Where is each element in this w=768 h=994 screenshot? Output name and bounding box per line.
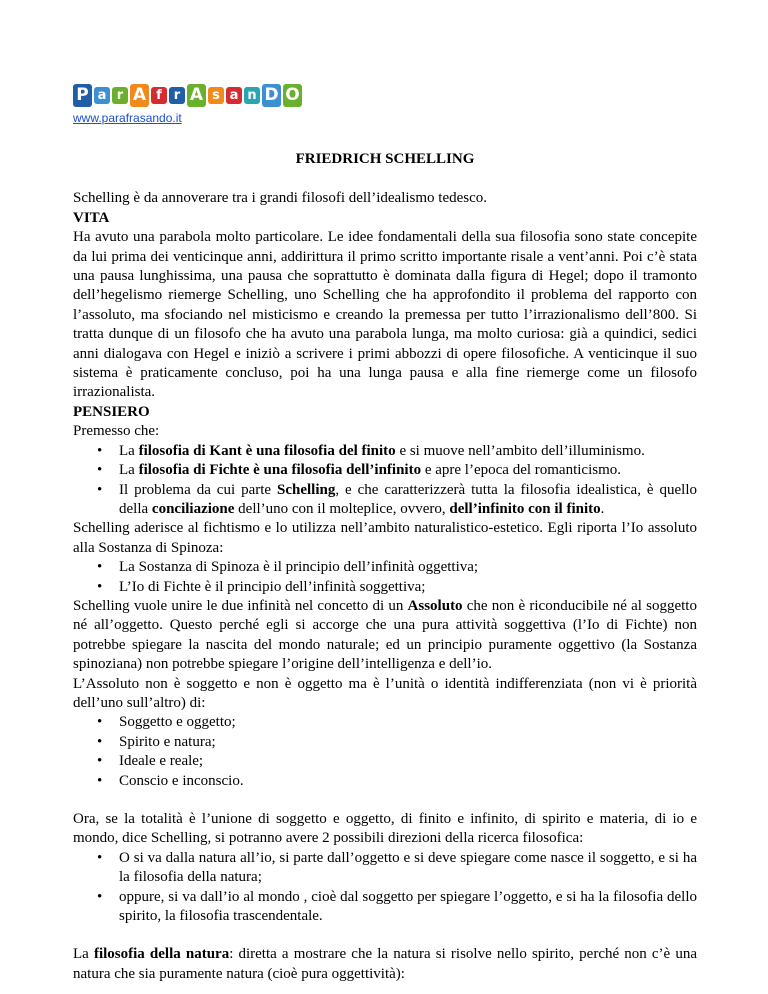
list-item: • Ideale e reale; (119, 752, 697, 771)
list-item: • L’Io di Fichte è il principio dell’infinità soggettiva; (119, 578, 697, 597)
logo-letter: a (226, 87, 242, 104)
logo-letter: P (73, 84, 92, 107)
unita-paragraph: L’Assoluto non è soggetto e non è oggetto ma è l’unità o identità indifferenziata (non vi è priorità dell’uno sull’altro) di: (73, 675, 697, 711)
logo-letter: r (169, 87, 185, 104)
premise-list (73, 442, 697, 520)
logo-letter: A (130, 84, 149, 107)
direzioni-list (73, 849, 697, 927)
logo-letter: s (208, 87, 224, 104)
logo-letter: n (244, 87, 260, 104)
natura-paragraph: La filosofia della natura: diretta a mostrare che la natura si risolve nello spirito, perché non c’è una natura che sia puramente natura (cioè pura oggettività): (73, 946, 697, 982)
list-item: • oppure, si va dall’io al mondo , cioè dal soggetto per spiegare l’oggetto, e si ha la filosofia dello spirito, la filosofia trascendentale. (119, 888, 697, 927)
intro-paragraph: Schelling è da annoverare tra i grandi filosofi dell’idealismo tedesco. (73, 190, 488, 207)
list-item: • Spirito e natura; (119, 733, 697, 752)
sostanza-list (73, 558, 697, 597)
premise-text: Premesso che: (73, 423, 160, 440)
logo-letter: O (283, 84, 302, 107)
list-item: • La filosofia di Kant è una filosofia del finito e si muove nell’ambito dell’illuminismo. (119, 442, 697, 461)
direzioni-paragraph: Ora, se la totalità è l’unione di soggetto e oggetto, di finito e infinito, di spirito e materia, di io e mondo, dice Schelling, si potranno avere 2 possibili direzioni della ricerca filosofica: (73, 811, 697, 847)
list-item: • Il problema da cui parte Schelling, e che caratterizzerà tutta la filosofia idealistica, è quello della conciliazione dell’uno con il molteplice, ovvero, dell’infinito con il finito. (119, 481, 697, 520)
assoluto-paragraph: Schelling vuole unire le due infinità nel concetto di un Assoluto che non è riconducibile né al soggetto né all’oggetto. Questo perché egli si accorge che una pura attività soggettiva (l’Io di Fichte) non potrebbe spiegare la nascita del mondo naturale; ed un principio puramente oggettivo (la Sostanza spinoziana) non potrebbe spiegare l’origine dell’intelligenza e dell’io. (73, 597, 697, 673)
list-item: • O si va dalla natura all’io, si parte dall’oggetto e si deve spiegare come nasce il soggetto, e si ha la filosofia della natura; (119, 849, 697, 888)
logo-letter: D (262, 84, 281, 107)
document-body (73, 150, 697, 984)
list-item: • La Sostanza di Spinoza è il principio dell’infinità oggettiva; (119, 558, 697, 577)
section-heading-pensiero: PENSIERO (73, 403, 150, 420)
document-title: FRIEDRICH SCHELLING (295, 151, 475, 167)
logo-letter: r (112, 87, 128, 104)
fichtismo-paragraph: Schelling aderisce al fichtismo e lo utilizza nell’ambito naturalistico-estetico. Egli riporta l’Io assoluto alla Sostanza di Spinoza: (73, 520, 697, 556)
logo-letter: a (94, 87, 110, 104)
vita-paragraph: Ha avuto una parabola molto particolare. Le idee fondamentali della sua filosofia sono state concepite da lui prima dei venticinque anni, addirittura il primo scritto importante risale a vent’anni. Poi c’è stata una pausa lunghissima, una pausa che soprattutto è dominata dalla figura di Hegel; dopo il tramonto dell’hegelismo riemerge Schelling, uno Schelling che ha approfondito il problema del rapporto con l’assoluto, ma sfociando nel misticismo e creando la premessa per tutto l’irrazionalismo dell’800. Si tratta dunque di un filosofo che ha avuto una parabola lunga, ma molto curiosa: già a quindici, sedici anni dialogava con Hegel e iniziò a scrivere i primi abbozzi di opere filosofiche. A venticinque il suo sistema è praticamente concluso, poi ha una lunga pausa e alla fine riemerge come un filosofo irrazionalista. (73, 229, 697, 401)
site-link[interactable]: www.parafrasando.it (73, 111, 182, 125)
parafrasando-logo (73, 84, 302, 107)
logo-letter: A (187, 84, 206, 107)
section-heading-vita: VITA (73, 209, 110, 226)
list-item: • Conscio e inconscio. (119, 772, 697, 791)
list-item: • La filosofia di Fichte è una filosofia dell’infinito e apre l’epoca del romanticismo. (119, 461, 697, 480)
list-item: • Soggetto e oggetto; (119, 713, 697, 732)
logo-letter: f (151, 87, 167, 104)
unita-list (73, 713, 697, 791)
